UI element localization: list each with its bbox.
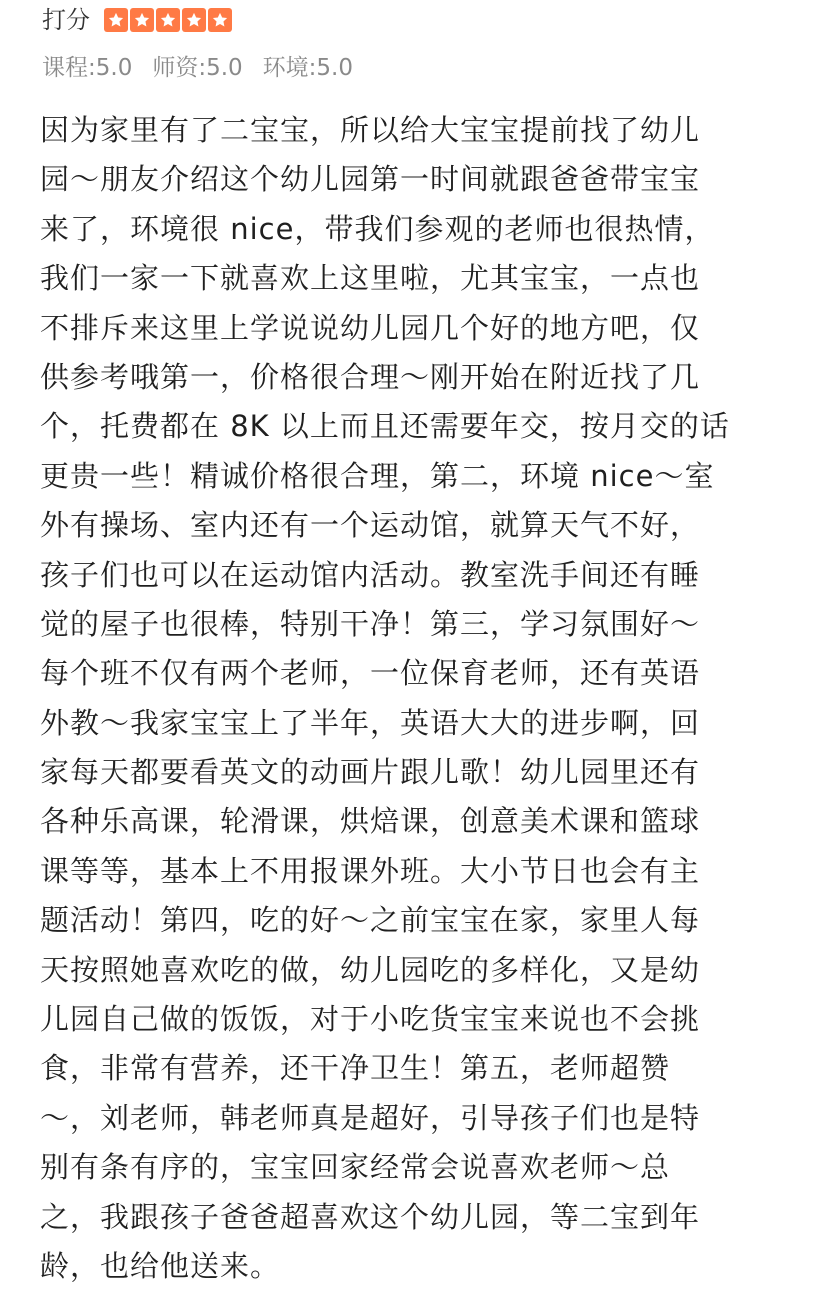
review-line: 天按照她喜欢吃的做，幼儿园吃的多样化，又是幼 xyxy=(40,952,701,987)
star-icon xyxy=(208,8,232,32)
star-icon xyxy=(156,8,180,32)
review-line: 题活动！第四，吃的好～之前宝宝在家，家里人每 xyxy=(40,903,701,938)
rating-label: 打分 xyxy=(42,6,90,34)
subscore-environment: 环境:5.0 xyxy=(262,55,353,81)
review-line: 个，托费都在 8K 以上而且还需要年交，按月交的话 xyxy=(40,409,730,444)
review-line: 来了，环境很 nice，带我们参观的老师也很热情， xyxy=(40,211,715,246)
review-line: 儿园自己做的饭饭，对于小吃货宝宝来说也不会挑 xyxy=(40,1002,701,1037)
review-line: 每个班不仅有两个老师，一位保育老师，还有英语 xyxy=(40,656,701,691)
review-line: 更贵一些！精诚价格很合理，第二，环境 nice～室 xyxy=(40,458,715,493)
subscores xyxy=(42,52,373,84)
review-line: ～，刘老师，韩老师真是超好，引导孩子们也是特 xyxy=(40,1100,701,1135)
review-line: 孩子们也可以在运动馆内活动。教室洗手间还有睡 xyxy=(40,557,701,592)
review-line: 觉的屋子也很棒，特别干净！第三，学习氛围好～ xyxy=(40,606,701,641)
review-line: 不排斥来这里上学说说幼儿园几个好的地方吧，仅 xyxy=(40,310,701,345)
rating-row xyxy=(42,4,234,36)
review-line: 课等等，基本上不用报课外班。大小节日也会有主 xyxy=(40,853,701,888)
review-text xyxy=(40,106,780,1291)
star-icon xyxy=(104,8,128,32)
star-icon xyxy=(130,8,154,32)
review-line: 别有条有序的，宝宝回家经常会说喜欢老师～总 xyxy=(40,1150,671,1185)
subscore-course: 课程:5.0 xyxy=(42,55,133,81)
review-line: 供参考哦第一，价格很合理～刚开始在附近找了几 xyxy=(40,359,701,394)
review-line: 龄，也给他送来。 xyxy=(40,1248,281,1283)
review-line: 各种乐高课，轮滑课，烘焙课，创意美术课和篮球 xyxy=(40,804,701,839)
review-line: 食，非常有营养，还干净卫生！第五，老师超赞 xyxy=(40,1051,671,1086)
star-rating xyxy=(104,8,234,32)
review-line: 我们一家一下就喜欢上这里啦，尤其宝宝，一点也 xyxy=(40,261,701,296)
review-line: 因为家里有了二宝宝，所以给大宝宝提前找了幼儿 xyxy=(40,113,701,147)
review-line: 园～朋友介绍这个幼儿园第一时间就跟爸爸带宝宝 xyxy=(40,162,701,197)
review-line: 家每天都要看英文的动画片跟儿歌！幼儿园里还有 xyxy=(40,755,701,790)
review-line: 外有操场、室内还有一个运动馆，就算天气不好， xyxy=(40,508,701,543)
review-line: 外教～我家宝宝上了半年，英语大大的进步啊，回 xyxy=(40,705,701,740)
subscore-teachers: 师资:5.0 xyxy=(152,55,243,81)
star-icon xyxy=(182,8,206,32)
review-line: 之，我跟孩子爸爸超喜欢这个幼儿园，等二宝到年 xyxy=(40,1199,701,1234)
